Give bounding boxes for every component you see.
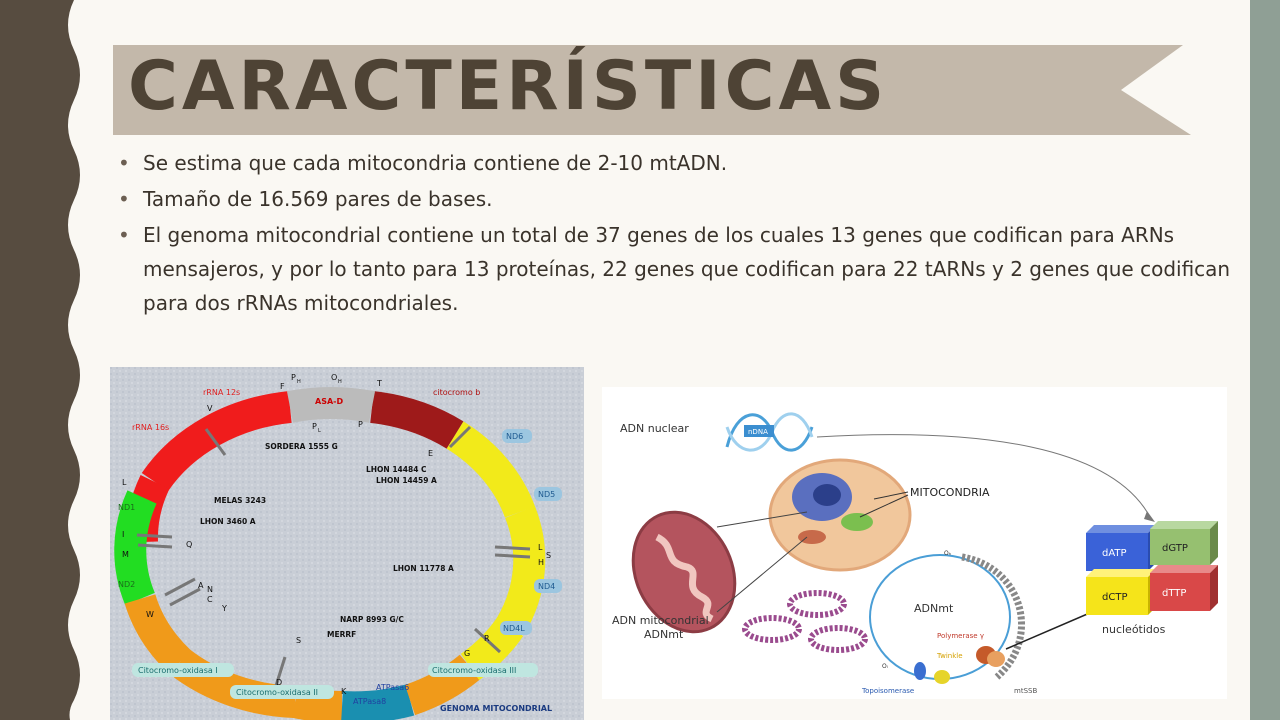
nucleotide-box-label: dGTP	[1162, 543, 1188, 554]
label-a: A	[198, 581, 204, 590]
label-e: E	[428, 449, 434, 458]
nucleotide-box-label: dTTP	[1162, 588, 1187, 599]
label-ndna: nDNA	[748, 428, 768, 436]
mutation-label: LHON 14459 A	[376, 476, 437, 485]
left-decorative-bar	[0, 0, 82, 720]
label-atp8: ATPasa8	[353, 697, 387, 706]
mutation-label: LHON 3460 A	[200, 517, 256, 526]
label-rrna16: rRNA 16s	[132, 423, 170, 432]
label-twinkle: Twinkle	[937, 652, 963, 660]
label-v: V	[207, 404, 213, 413]
bullet-item: • El genoma mitocondrial contiene un total de 37 genes de los cuales 13 genes que codifican para ARNs mensajeros, y por lo tanto para 13 proteínas, 22 genes que codifican para 22 tARNs y 2 genes que codifican para dos rRNAs mitocondriales.	[118, 218, 1248, 320]
label-s1: S	[296, 636, 302, 645]
label-l2: L	[538, 543, 543, 552]
label-ph-sub: H	[297, 379, 301, 385]
genome-caption: GENOMA MITOCONDRIAL	[440, 704, 553, 713]
label-cox1: Citocromo-oxidasa I	[138, 666, 218, 675]
mutation-label: LHON 14484 C	[366, 465, 427, 474]
label-nd4l: ND4L	[503, 624, 525, 633]
right-decorative-bar	[1250, 0, 1280, 720]
label-ph: P	[291, 373, 296, 382]
label-d: D	[276, 678, 283, 687]
label-y: Y	[222, 604, 227, 613]
mutation-label: LHON 11778 A	[393, 564, 454, 573]
genome-map-diagram	[110, 367, 584, 720]
label-t: T	[377, 379, 382, 388]
label-i: I	[122, 530, 125, 539]
label-cox3: Citocromo-oxidasa III	[432, 666, 517, 675]
mutation-label: MERRF	[327, 630, 357, 639]
bullet-item: • Se estima que cada mitocondria contiene de 2-10 mtADN.	[118, 146, 1248, 180]
label-rrna12: rRNA 12s	[203, 388, 241, 397]
label-adnmt-center: ADNmt	[914, 602, 954, 615]
label-n: N	[207, 585, 213, 594]
nucleotide-box-label: dCTP	[1102, 592, 1128, 603]
label-oh-sub: H	[338, 379, 342, 385]
mutation-label: SORDERA 1555 G	[265, 442, 338, 451]
label-atp6: ATPasa6	[376, 683, 410, 692]
label-nucleotidos: nucleótidos	[1102, 623, 1166, 636]
label-f: F	[280, 382, 285, 391]
label-nd2: ND2	[118, 580, 136, 589]
bullet-list	[118, 146, 1248, 322]
label-ol-origin: Oₗ	[882, 663, 888, 670]
mutation-label: NARP 8993 G/C	[340, 615, 404, 624]
label-pl: P	[312, 422, 317, 431]
label-oh: O	[331, 373, 338, 382]
label-oh-origin: Oₕ	[944, 550, 952, 557]
label-adnmt-left: ADNmt	[644, 628, 684, 641]
label-pl-sub: L	[318, 428, 321, 434]
label-nd4: ND4	[538, 582, 556, 591]
label-cox2: Citocromo-oxidasa II	[236, 688, 319, 697]
label-k: K	[341, 687, 347, 696]
label-adn-nuclear: ADN nuclear	[620, 422, 689, 435]
label-m: M	[122, 550, 129, 559]
label-p: P	[358, 420, 363, 429]
label-h: H	[538, 558, 545, 567]
cell-replication-diagram	[602, 387, 1227, 699]
label-r: R	[484, 634, 490, 643]
label-s2: S	[546, 551, 552, 560]
label-asa-d: ASA-D	[315, 397, 344, 406]
label-c: C	[207, 595, 213, 604]
label-l1: L	[122, 478, 127, 487]
mutation-label: MELAS 3243	[214, 496, 267, 505]
label-citocromo-b: citocromo b	[433, 388, 481, 397]
nucleotide-box-label: dATP	[1102, 548, 1127, 559]
label-topoisomerase: Topoisomerase	[862, 687, 915, 695]
label-g: G	[464, 649, 471, 658]
label-nd1: ND1	[118, 503, 136, 512]
bullet-item: • Tamaño de 16.569 pares de bases.	[118, 182, 1248, 216]
label-polymerase: Polymerase γ	[937, 632, 984, 640]
label-mtssb: mtSSB	[1014, 687, 1038, 695]
label-nd5: ND5	[538, 490, 556, 499]
slide-title: CARACTERÍSTICAS	[128, 47, 889, 126]
label-adn-mitocondrial: ADN mitocondrial	[612, 614, 709, 627]
label-mitocondria: MITOCONDRIA	[910, 486, 990, 499]
label-q: Q	[186, 540, 193, 549]
label-nd6: ND6	[506, 432, 524, 441]
label-w: W	[146, 610, 154, 619]
